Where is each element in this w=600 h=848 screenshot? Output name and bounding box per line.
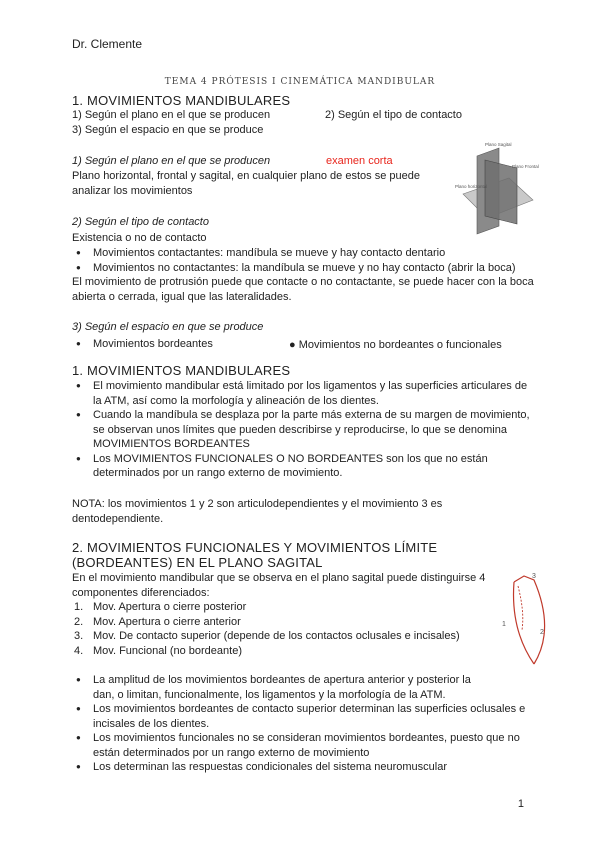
posselt-functional-path bbox=[518, 586, 523, 630]
author-header: Dr. Clemente bbox=[72, 37, 143, 51]
item-number: 2. bbox=[74, 615, 84, 628]
list-item bbox=[72, 600, 460, 615]
diagram-label-3: 3 bbox=[532, 573, 536, 580]
sec1b-list bbox=[72, 379, 532, 481]
list-item: ● La amplitud de los movimientos bordeantes de apertura anterior y posterior la dan, o limitan, funcionalmente, los ligamentos y la morfología de la ATM. bbox=[72, 673, 493, 702]
sec1-line1: 1) Según el plano en el que se producen bbox=[72, 109, 271, 121]
contacto-intro: Existencia o no de contacto bbox=[72, 232, 207, 244]
list-item: ● Movimientos no contactantes: la mandíbula se mueve y no hay contacto (abrir la boca) bbox=[72, 261, 532, 276]
list-item bbox=[72, 629, 460, 644]
contacto-text: El movimiento de protrusión puede que contacte o no contactante, se puede hacer con la boca abierta o cerrada, igual que las lateralidades. bbox=[72, 276, 534, 303]
sec1-line1b: 2) Según el tipo de contacto bbox=[325, 109, 462, 121]
list-item: ● El movimiento mandibular está limitado por los ligamentos y las superficies articulares de la ATM, así como la morfología y alineación de los dientes. bbox=[72, 379, 532, 408]
frontal-plane-shape bbox=[485, 160, 517, 224]
list-item: ● Los movimientos funcionales no se consideran movimientos bordeantes, puesto que no están determinados por un rango externo de movimiento bbox=[72, 731, 534, 760]
sec1-line2: 3) Según el espacio en que se produce bbox=[72, 124, 264, 136]
document-title: TEMA 4 PRÓTESIS I CINEMÁTICA MANDIBULAR bbox=[164, 77, 436, 87]
sec2-numbered-list bbox=[72, 600, 460, 658]
list-item: ● Cuando la mandíbula se desplaza por la parte más externa de su margen de movimiento, se observan unos límites que pueden describirse y reproducirse, lo que se denomina MOVIMIENTOS BORDEANTES bbox=[72, 408, 532, 452]
item-text: Mov. De contacto superior (depende de los contactos oclusales e incisales) bbox=[93, 630, 460, 642]
section-2-heading: 2. MOVIMIENTOS FUNCIONALES Y MOVIMIENTOS LÍMITE (BORDEANTES) EN EL PLANO SAGITAL bbox=[72, 540, 438, 570]
item-text: Mov. Apertura o cierre posterior bbox=[93, 601, 247, 613]
item-number: 1. bbox=[74, 601, 84, 613]
list-item: ● Los movimientos bordeantes de contacto superior determinan las superficies oclusales e incisales de los dientes. bbox=[72, 702, 534, 731]
item-text: Mov. Funcional (no bordeante) bbox=[93, 644, 242, 657]
fig-label-frontal: Plano Frontal bbox=[512, 164, 539, 169]
diagram-label-2: 2 bbox=[540, 629, 544, 636]
list-item: ● Movimientos bordeantes bbox=[72, 337, 213, 352]
espacio-list bbox=[72, 337, 213, 352]
contacto-heading: 2) Según el tipo de contacto bbox=[72, 216, 209, 228]
plano-heading: 1) Según el plano en el que se producen bbox=[72, 155, 271, 167]
fig-label-horizontal: Plano horizontal bbox=[455, 184, 488, 189]
posselt-anterior-path bbox=[514, 576, 545, 664]
espacio-item-2: ● Movimientos no bordeantes o funcionales bbox=[289, 339, 502, 351]
sec1b-note: NOTA: los movimientos 1 y 2 son articulodependientes y el movimiento 3 es dentodependiente. bbox=[72, 498, 443, 525]
list-item: ● Movimientos contactantes: mandíbula se mueve y hay contacto dentario bbox=[72, 246, 532, 261]
espacio-heading: 3) Según el espacio en que se produce bbox=[72, 321, 264, 333]
item-number: 3. bbox=[74, 630, 84, 642]
page-number: 1 bbox=[517, 798, 524, 810]
anatomical-planes-figure bbox=[455, 138, 539, 238]
sec2-intro: En el movimiento mandibular que se observa en el plano sagital puede distinguirse 4 componentes diferenciados: bbox=[72, 572, 486, 599]
list-item bbox=[72, 644, 460, 659]
plano-text: Plano horizontal, frontal y sagital, en cualquier plano de estos se puede analizar los movimientos bbox=[72, 170, 420, 197]
section-1-heading: 1. MOVIMIENTOS MANDIBULARES bbox=[72, 93, 291, 108]
list-item: ● Los determinan las respuestas condicionales del sistema neuromuscular bbox=[72, 760, 534, 775]
item-text: Mov. Apertura o cierre anterior bbox=[93, 615, 241, 628]
fig-label-sagital: Plano Sagital bbox=[485, 142, 512, 147]
item-number: 4. bbox=[74, 644, 84, 657]
contacto-list bbox=[72, 246, 532, 275]
sec2-bullets bbox=[72, 673, 534, 775]
exam-tag: examen corta bbox=[326, 155, 393, 167]
posselt-posterior-path bbox=[514, 582, 534, 664]
posselt-diagram bbox=[494, 568, 560, 678]
diagram-label-1: 1 bbox=[502, 621, 506, 628]
section-1b-heading: 1. MOVIMIENTOS MANDIBULARES bbox=[72, 363, 291, 378]
list-item: ● Los MOVIMIENTOS FUNCIONALES O NO BORDEANTES son los que no están determinados por un rango externo de movimiento. bbox=[72, 452, 532, 481]
list-item bbox=[72, 615, 460, 630]
